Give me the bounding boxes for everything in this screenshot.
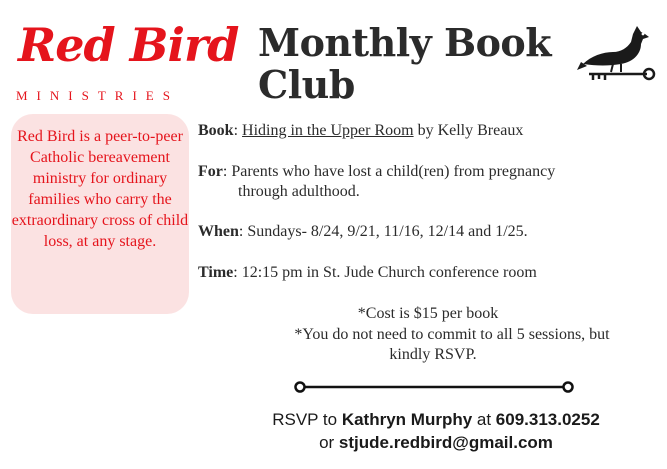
contact-name: Kathryn Murphy xyxy=(341,410,473,429)
cost-note: *Cost is $15 per book xyxy=(357,305,499,322)
rsvp-line1: RSVP to Kathryn Murphy at 609.313.0252 xyxy=(272,410,600,429)
page-title-line2: Club xyxy=(258,62,355,107)
contact-email[interactable]: stjude.redbird@gmail.com xyxy=(338,433,553,452)
page-title-line1: Monthly Book xyxy=(258,20,552,65)
time-row xyxy=(198,263,658,283)
for-label: For xyxy=(198,163,223,180)
book-author: by Kelly Breaux xyxy=(413,122,524,139)
for-row xyxy=(198,162,658,202)
when-row xyxy=(198,222,658,242)
mission-statement-text: Red Bird is a peer-to-peer Catholic bereavement ministry for ordinary families who carry the extraordinary cross of child loss, at any stage. xyxy=(11,128,189,250)
logo-subtitle: MINISTRIES xyxy=(16,88,179,103)
logo-script-text: Red Bird xyxy=(18,18,239,72)
red-bird-ministries-logo xyxy=(14,18,239,104)
time-text: : 12:15 pm in St. Jude Church conference room xyxy=(233,264,537,281)
mission-statement-box xyxy=(11,114,189,314)
when-label: When xyxy=(198,223,239,240)
page-title xyxy=(258,22,578,106)
commit-note-line1: *You do not need to commit to all 5 sessions, but xyxy=(294,326,610,343)
time-label: Time xyxy=(198,264,234,281)
book-row: Book: Hiding in the Upper Room by Kelly Breaux xyxy=(198,122,524,139)
divider-line xyxy=(294,380,574,394)
book-title: Hiding in the Upper Room xyxy=(242,122,414,139)
commit-note-line2: kindly RSVP. xyxy=(389,346,477,363)
for-text-continued: through adulthood. xyxy=(238,183,360,200)
cardinal-with-key-icon xyxy=(575,22,657,84)
rsvp-line2: or stjude.redbird@gmail.com xyxy=(319,433,553,452)
for-text: : Parents who have lost a child(ren) from pregnancy xyxy=(222,163,556,180)
when-text: : Sundays- 8/24, 9/21, 11/16, 12/14 and 1/25. xyxy=(238,223,528,240)
rsvp-contact xyxy=(230,408,642,454)
contact-phone[interactable]: 609.313.0252 xyxy=(495,410,600,429)
book-label: Book xyxy=(198,122,234,139)
